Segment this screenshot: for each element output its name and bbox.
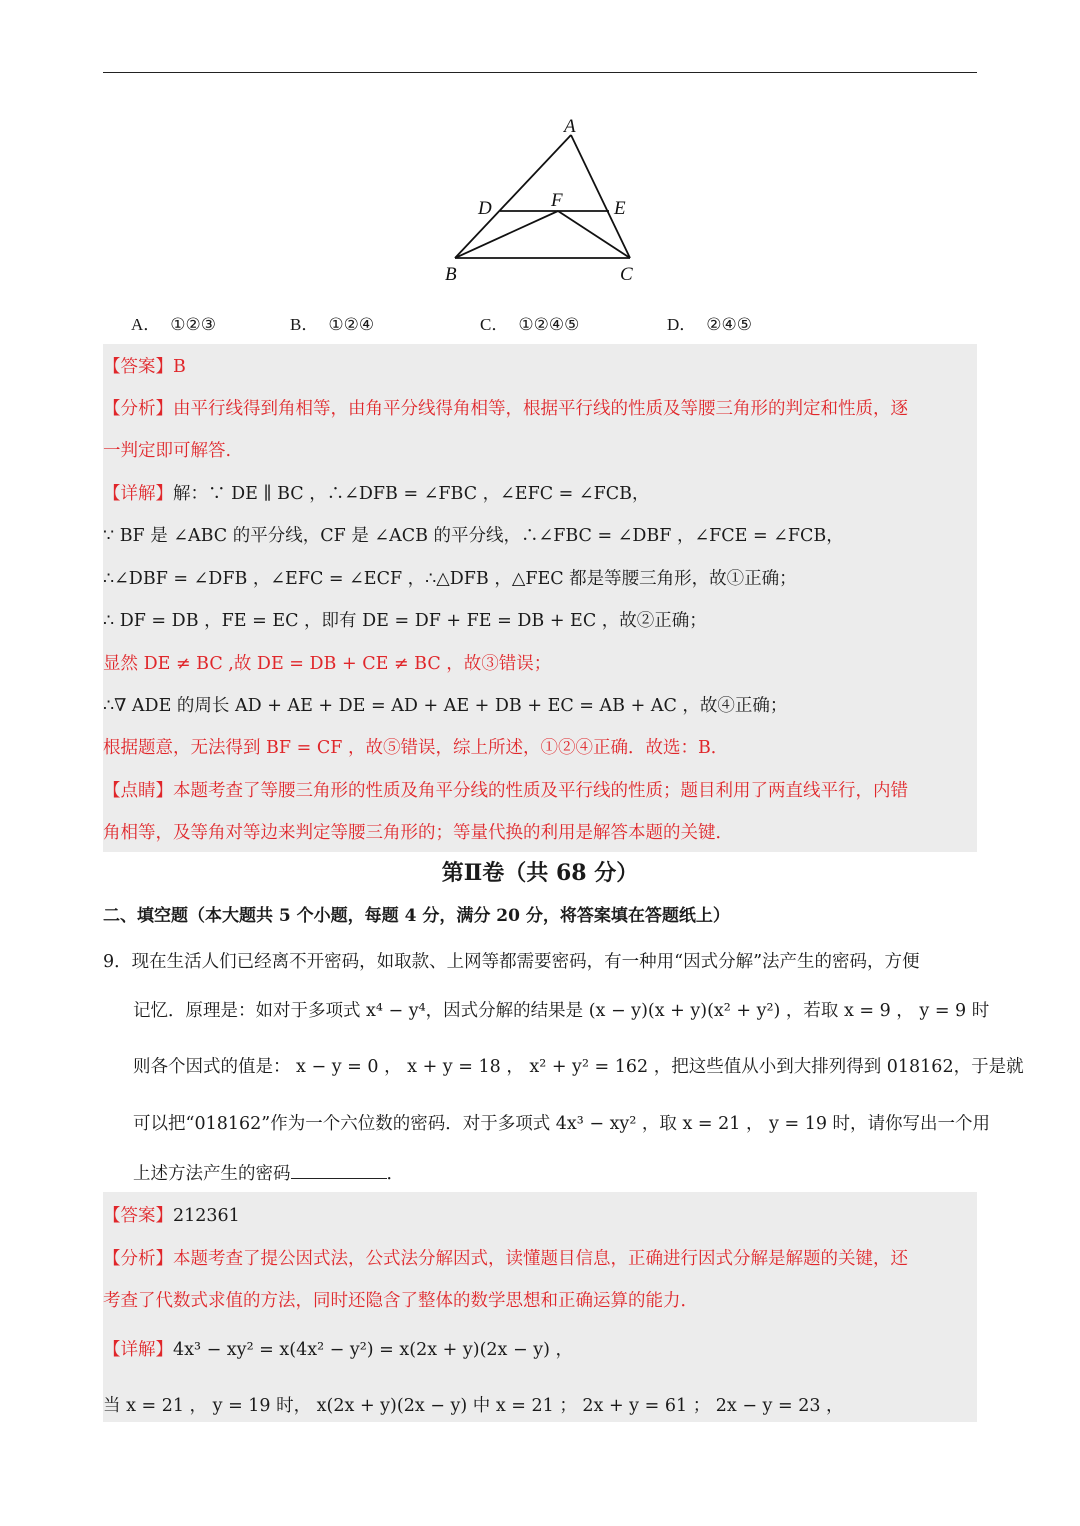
q9-analysis-1: 【分析】本题考查了提公因式法，公式法分解因式，读懂题目信息，正确进行因式分解是解题的关键，还 [103,1249,908,1269]
option-a[interactable]: A． ①②③ [131,315,217,335]
q8-detail-2: ∵ BF 是 ∠ABC 的平分线，CF 是 ∠ACB 的平分线，∴∠FBC = ∠DBF ，∠FCE = ∠FCB， [103,526,844,546]
q8-detail-5: 显然 DE ≠ BC ,故 DE = DB + CE ≠ BC ，故③错误； [103,654,552,674]
top-rule [103,72,977,73]
q9-line-3: 则各个因式的值是： x − y = 0 ， x + y = 18 ， x² + y² = 162 ，把这些值从小到大排列得到 018162，于是就 [133,1057,1024,1077]
q9-detail-2: 当 x = 21 ， y = 19 时， x(2x + y)(2x − y) 中 x = 21 ； 2x + y = 61 ； 2x − y = 23 ， [103,1396,844,1416]
q8-detail-3: ∴∠DBF = ∠DFB ，∠EFC = ∠ECF ，∴△DFB ，△FEC 都是等腰三角形，故①正确； [103,569,797,589]
q9-answer: 【答案】212361 [103,1206,240,1226]
q9-detail-1: 【详解】4x³ − xy² = x(4x² − y²) = x(2x + y)(2x − y) ， [103,1340,573,1360]
triangle-diagram [430,110,670,290]
q8-detail-1: 【详解】解：∵ DE ∥ BC ，∴∠DFB = ∠FBC ，∠EFC = ∠FCB， [103,484,650,504]
q8-comment-1: 【点睛】本题考查了等腰三角形的性质及角平分线的性质及平行线的性质；题目利用了两直线平行，内错 [103,781,908,801]
label-b: B [445,264,457,285]
option-d[interactable]: D． ②④⑤ [667,315,753,335]
label-d: D [478,198,492,219]
label-f: F [551,190,563,211]
answer-blank[interactable] [291,1160,387,1179]
q9-line-5: 上述方法产生的密码 ． [133,1160,404,1185]
label-c: C [620,264,633,285]
q9-analysis-2: 考查了代数式求值的方法，同时还隐含了整体的数学思想和正确运算的能力． [103,1291,698,1311]
option-b[interactable]: B． ①②④ [290,315,375,335]
q8-comment-2: 角相等，及等角对等边来判定等腰三角形的；等量代换的利用是解答本题的关键． [103,823,733,843]
option-c[interactable]: C． ①②④⑤ [480,315,580,335]
answer-options [0,310,1080,336]
label-e: E [614,198,626,219]
q9-line-1: 9．现在生活人们已经离不开密码，如取款、上网等都需要密码，有一种用“因式分解”法产生的密码，方便 [103,952,920,972]
fill-in-heading: 二、填空题（本大题共 5 个小题，每题 4 分，满分 20 分，将答案填在答题纸上） [103,906,730,926]
triangle-figure [430,110,670,290]
section-title: 第Ⅱ卷（共 68 分） [441,860,639,886]
q8-detail-4: ∴ DF = DB ，FE = EC ，即有 DE = DF + FE = DB + EC ，故②正确； [103,611,707,631]
solution-box-q8 [103,344,977,852]
q9-line-4: 可以把“018162”作为一个六位数的密码．对于多项式 4x³ − xy² ，取 x = 21 ， y = 19 时，请你写出一个用 [133,1114,991,1134]
label-a: A [564,116,576,137]
q8-detail-7: 根据题意，无法得到 BF = CF ，故⑤错误，综上所述，①②④正确．故选：B． [103,738,729,758]
q8-detail-6: ∴∇ ADE 的周长 AD + AE + DE = AD + AE + DB + EC = AB + AC ，故④正确； [103,696,788,716]
q8-analysis-2: 一判定即可解答. [103,441,232,461]
segment-bf [455,211,558,258]
q9-line-2: 记忆．原理是：如对于多项式 x⁴ − y⁴，因式分解的结果是 (x − y)(x + y)(x² + y²) ，若取 x = 9 ， y = 9 时 [133,1001,990,1021]
q8-answer: 【答案】B [103,357,186,377]
q8-analysis-1: 【分析】由平行线得到角相等，由角平分线得角相等，根据平行线的性质及等腰三角形的判定和性质，逐 [103,399,908,419]
